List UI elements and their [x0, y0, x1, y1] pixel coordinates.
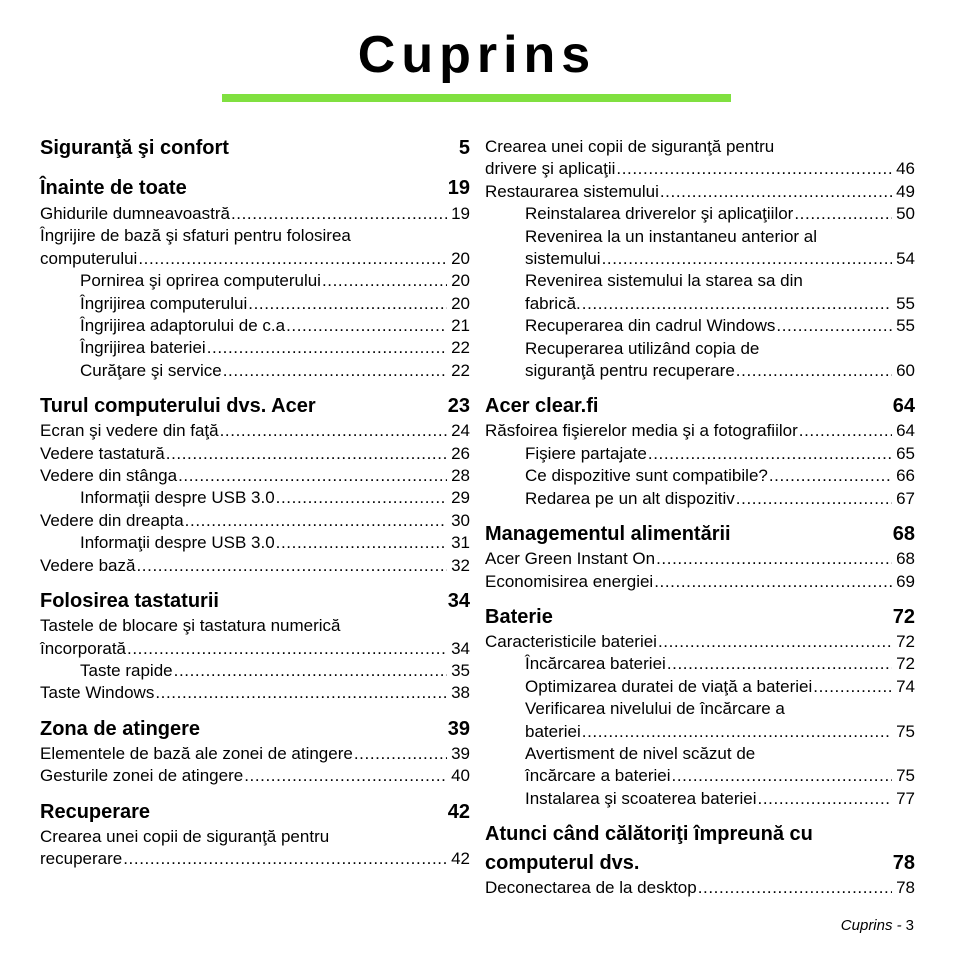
entry-text: Ghidurile dumneavoastră: [40, 204, 230, 223]
toc-section[interactable]: [40, 394, 470, 418]
dot-leader: [794, 203, 892, 225]
section-title: Managementul alimentării: [485, 523, 731, 546]
toc-entry[interactable]: [485, 293, 915, 315]
entry-text: drivere şi aplicaţii: [485, 159, 616, 179]
dot-leader: [667, 653, 892, 675]
toc-section[interactable]: [485, 394, 915, 418]
dot-leader: [123, 848, 447, 870]
entry-text: Vedere din dreapta: [40, 510, 184, 530]
section-title: Acer clear.fi: [485, 395, 599, 418]
section-title: Atunci când călătoriţi împreună cu: [485, 823, 813, 846]
dot-leader: [248, 293, 447, 315]
entry-page: 32: [451, 555, 470, 575]
dot-leader: [220, 420, 447, 442]
toc-section[interactable]: [40, 176, 470, 200]
dot-leader: [799, 420, 892, 442]
dot-leader: [602, 248, 892, 270]
section-page: 5: [458, 137, 470, 159]
entry-text: Acer Green Instant On: [485, 549, 656, 569]
entry-page: 65: [896, 443, 915, 463]
title-underline: [222, 94, 731, 102]
entry-text-line: Crearea unei copii de siguranţă pentru: [485, 137, 775, 156]
entry-text-line: Tastele de blocare şi tastatura numerică: [40, 616, 341, 636]
dot-leader: [582, 293, 892, 315]
entry-page: 39: [451, 743, 470, 763]
entry-page: 77: [896, 788, 915, 808]
toc-entry[interactable]: [485, 721, 915, 743]
toc-section[interactable]: [40, 717, 470, 741]
entry-page: 22: [451, 360, 470, 380]
entry-page: 60: [896, 361, 915, 381]
toc-entry[interactable]: [485, 443, 915, 465]
dot-leader: [207, 337, 447, 359]
toc-entry[interactable]: [485, 181, 915, 203]
toc-entry[interactable]: [485, 548, 915, 570]
entry-page: 20: [451, 248, 470, 268]
dot-leader: [776, 315, 892, 337]
entry-page: 40: [451, 766, 470, 786]
section-page: 72: [892, 605, 915, 628]
entry-text: Reinstalarea driverelor şi aplicaţiilor: [525, 204, 794, 224]
dot-leader: [582, 721, 892, 743]
entry-text: Informaţii despre USB 3.0: [80, 488, 275, 508]
entry-text-line: Crearea unei copii de siguranţă pentru: [40, 826, 330, 846]
toc-left-column: [40, 136, 470, 870]
toc-entry[interactable]: [40, 638, 470, 660]
toc-entry[interactable]: [40, 532, 470, 554]
dot-leader: [736, 488, 892, 510]
entry-text: Redarea pe un alt dispozitiv: [525, 488, 735, 508]
toc-entry[interactable]: [485, 420, 915, 442]
toc-entry[interactable]: [40, 555, 470, 577]
toc-entry[interactable]: [485, 877, 915, 899]
section-title: Siguranţă şi confort: [40, 137, 229, 159]
entry-text: Taste Windows: [40, 683, 155, 703]
page-title: Cuprins: [357, 26, 597, 84]
entry-text: Ecran şi vedere din faţă: [40, 421, 219, 441]
dot-leader: [286, 315, 447, 337]
entry-text-line: Îngrijire de bază şi sfaturi pentru folosirea: [40, 226, 351, 246]
toc-entry[interactable]: [40, 743, 470, 765]
entry-page: 34: [451, 638, 470, 658]
toc-entry[interactable]: [40, 443, 470, 465]
entry-text: Vedere bază: [40, 555, 136, 575]
toc-entry[interactable]: [485, 788, 915, 810]
entry-text: Taste rapide: [80, 660, 173, 680]
toc-entry[interactable]: [485, 676, 915, 698]
section-page: 78: [892, 852, 915, 875]
dot-leader: [354, 743, 447, 765]
entry-page: 50: [896, 204, 915, 224]
entry-page: 64: [896, 421, 915, 441]
entry-page: 46: [896, 159, 915, 179]
toc-entry[interactable]: [40, 465, 470, 487]
dot-leader: [174, 660, 447, 682]
toc-entry[interactable]: [40, 203, 470, 225]
toc-section[interactable]: [40, 589, 470, 613]
toc-entry[interactable]: [40, 765, 470, 787]
toc-entry[interactable]: [485, 571, 915, 593]
dot-leader: [672, 765, 892, 787]
dot-leader: [656, 548, 892, 570]
entry-text: siguranţă pentru recuperare: [525, 361, 735, 381]
toc-entry[interactable]: [40, 248, 470, 270]
toc-entry[interactable]: [40, 315, 470, 337]
entry-page: 31: [451, 533, 470, 553]
section-page: 23: [447, 395, 470, 418]
entry-text: Curăţare şi service: [80, 360, 222, 380]
toc-entry[interactable]: [485, 203, 915, 225]
entry-text-line: Verificarea nivelului de încărcare a: [525, 699, 785, 719]
entry-page: 26: [451, 443, 470, 463]
dot-leader: [769, 465, 892, 487]
toc-entry[interactable]: [40, 360, 470, 382]
entry-text: Fişiere partajate: [525, 443, 647, 463]
entry-page: 72: [896, 654, 915, 674]
toc-entry[interactable]: [40, 660, 470, 682]
entry-text: Vedere tastatură: [40, 443, 165, 463]
entry-text: Restaurarea sistemului: [485, 181, 659, 201]
entry-text-line: Avertisment de nivel scăzut de: [525, 743, 756, 763]
entry-text: computerului: [40, 248, 138, 268]
section-page: 68: [892, 523, 915, 546]
section-page: 19: [447, 177, 470, 199]
entry-page: 55: [896, 316, 915, 336]
entry-page: 22: [451, 338, 470, 358]
entry-page: 54: [896, 249, 915, 269]
section-title: Înainte de toate: [40, 177, 187, 199]
dot-leader: [276, 532, 447, 554]
entry-page: 21: [451, 316, 470, 336]
entry-text: Informaţii despre USB 3.0: [80, 533, 275, 553]
dot-leader: [223, 360, 447, 382]
entry-text: Pornirea şi oprirea computerului: [80, 271, 321, 291]
section-title: Folosirea tastaturii: [40, 590, 219, 613]
entry-text: Caracteristicile bateriei: [485, 631, 657, 651]
toc-section-title-line[interactable]: [485, 822, 915, 846]
entry-page: 66: [896, 466, 915, 486]
dot-leader: [231, 203, 447, 225]
toc-entry[interactable]: [40, 293, 470, 315]
dot-leader: [658, 631, 892, 653]
entry-text: Instalarea şi scoaterea bateriei: [525, 788, 757, 808]
entry-page: 74: [896, 676, 915, 696]
entry-page: 49: [896, 181, 915, 201]
toc-entry[interactable]: [40, 337, 470, 359]
entry-text: Îngrijirea computerului: [80, 293, 248, 313]
dot-leader: [813, 676, 892, 698]
entry-page: 72: [896, 631, 915, 651]
section-page: 39: [447, 717, 470, 740]
footer-page-number: 3: [905, 917, 914, 934]
entry-text: Economisirea energiei: [485, 571, 654, 591]
section-title: Baterie: [485, 605, 553, 628]
toc-entry[interactable]: [485, 488, 915, 510]
dot-leader: [276, 487, 447, 509]
entry-text: Vedere din stânga: [40, 466, 178, 486]
section-title: Turul computerului dvs. Acer: [40, 395, 316, 418]
entry-text: Îngrijirea bateriei: [80, 338, 206, 358]
dot-leader: [736, 360, 892, 382]
toc-entry[interactable]: [485, 765, 915, 787]
entry-text: Elementele de bază ale zonei de atingere: [40, 743, 353, 763]
dot-leader: [648, 443, 892, 465]
dot-leader: [136, 555, 447, 577]
entry-page: 24: [451, 421, 470, 441]
entry-text: Ce dispozitive sunt compatibile?: [525, 466, 768, 486]
entry-text: sistemului: [525, 249, 601, 269]
entry-page: 29: [451, 488, 470, 508]
dot-leader: [244, 765, 447, 787]
dot-leader: [660, 181, 892, 203]
entry-text: Îngrijirea adaptorului de c.a: [80, 316, 286, 336]
entry-page: 20: [451, 271, 470, 291]
toc-entry[interactable]: [40, 510, 470, 532]
entry-page: 68: [896, 549, 915, 569]
entry-page: 20: [451, 293, 470, 313]
toc-section[interactable]: [40, 800, 470, 824]
entry-page: 19: [451, 204, 470, 223]
dot-leader: [155, 682, 447, 704]
toc-entry[interactable]: [485, 315, 915, 337]
entry-text: Optimizarea duratei de viaţă a bateriei: [525, 676, 813, 696]
entry-page: 78: [896, 878, 915, 898]
entry-text: Recuperarea din cadrul Windows: [525, 316, 776, 336]
section-title: Recuperare: [40, 800, 151, 823]
entry-page: 75: [896, 766, 915, 786]
dot-leader: [322, 270, 447, 292]
entry-page: 28: [451, 466, 470, 486]
toc-entry[interactable]: [40, 848, 470, 870]
toc-entry[interactable]: [485, 158, 915, 180]
toc-entry[interactable]: [485, 360, 915, 382]
page-footer: [841, 917, 914, 934]
dot-leader: [178, 465, 447, 487]
entry-text-line: Revenirea sistemului la starea sa din: [525, 271, 803, 291]
dot-leader: [654, 571, 892, 593]
entry-text: încorporată: [40, 638, 126, 658]
entry-text: Gesturile zonei de atingere: [40, 766, 244, 786]
toc-entry[interactable]: [485, 631, 915, 653]
entry-page: 38: [451, 683, 470, 703]
entry-text: recuperare: [40, 848, 123, 868]
toc-right-column: [485, 136, 915, 900]
entry-text: Răsfoirea fişierelor media şi a fotografiilor: [485, 421, 798, 441]
section-title: computerul dvs.: [485, 852, 640, 875]
toc-section[interactable]: [485, 522, 915, 546]
dot-leader: [127, 638, 447, 660]
dot-leader: [616, 158, 892, 180]
entry-text: Deconectarea de la desktop: [485, 878, 697, 898]
footer-label: Cuprins -: [840, 917, 902, 934]
entry-page: 35: [451, 660, 470, 680]
entry-page: 75: [896, 721, 915, 741]
entry-text: bateriei: [525, 721, 581, 741]
toc-entry[interactable]: [40, 270, 470, 292]
toc-entry[interactable]: [40, 487, 470, 509]
section-page: 42: [447, 800, 470, 823]
entry-text-line: Revenirea la un instantaneu anterior al: [525, 226, 818, 246]
toc-section[interactable]: [485, 851, 915, 875]
section-title: Zona de atingere: [40, 717, 201, 740]
section-page: 34: [447, 590, 470, 613]
toc-entry[interactable]: [485, 653, 915, 675]
toc-entry[interactable]: [485, 465, 915, 487]
entry-text: fabrică.: [525, 293, 581, 313]
dot-leader: [166, 443, 447, 465]
toc-entry[interactable]: [40, 682, 470, 704]
toc-entry[interactable]: [40, 420, 470, 442]
dot-leader: [185, 510, 447, 532]
toc-section[interactable]: [40, 136, 470, 160]
dot-leader: [138, 248, 447, 270]
entry-text-line: Recuperarea utilizând copia de: [525, 338, 760, 358]
entry-page: 55: [896, 293, 915, 313]
entry-page: 69: [896, 571, 915, 591]
toc-section[interactable]: [485, 605, 915, 629]
dot-leader: [698, 877, 892, 899]
entry-text: încărcare a bateriei: [525, 766, 671, 786]
section-page: 64: [892, 395, 915, 418]
entry-text: Încărcarea bateriei: [525, 654, 666, 674]
entry-page: 30: [451, 510, 470, 530]
toc-entry[interactable]: [485, 248, 915, 270]
entry-page: 67: [896, 488, 915, 508]
dot-leader: [758, 788, 892, 810]
entry-page: 42: [451, 848, 470, 868]
